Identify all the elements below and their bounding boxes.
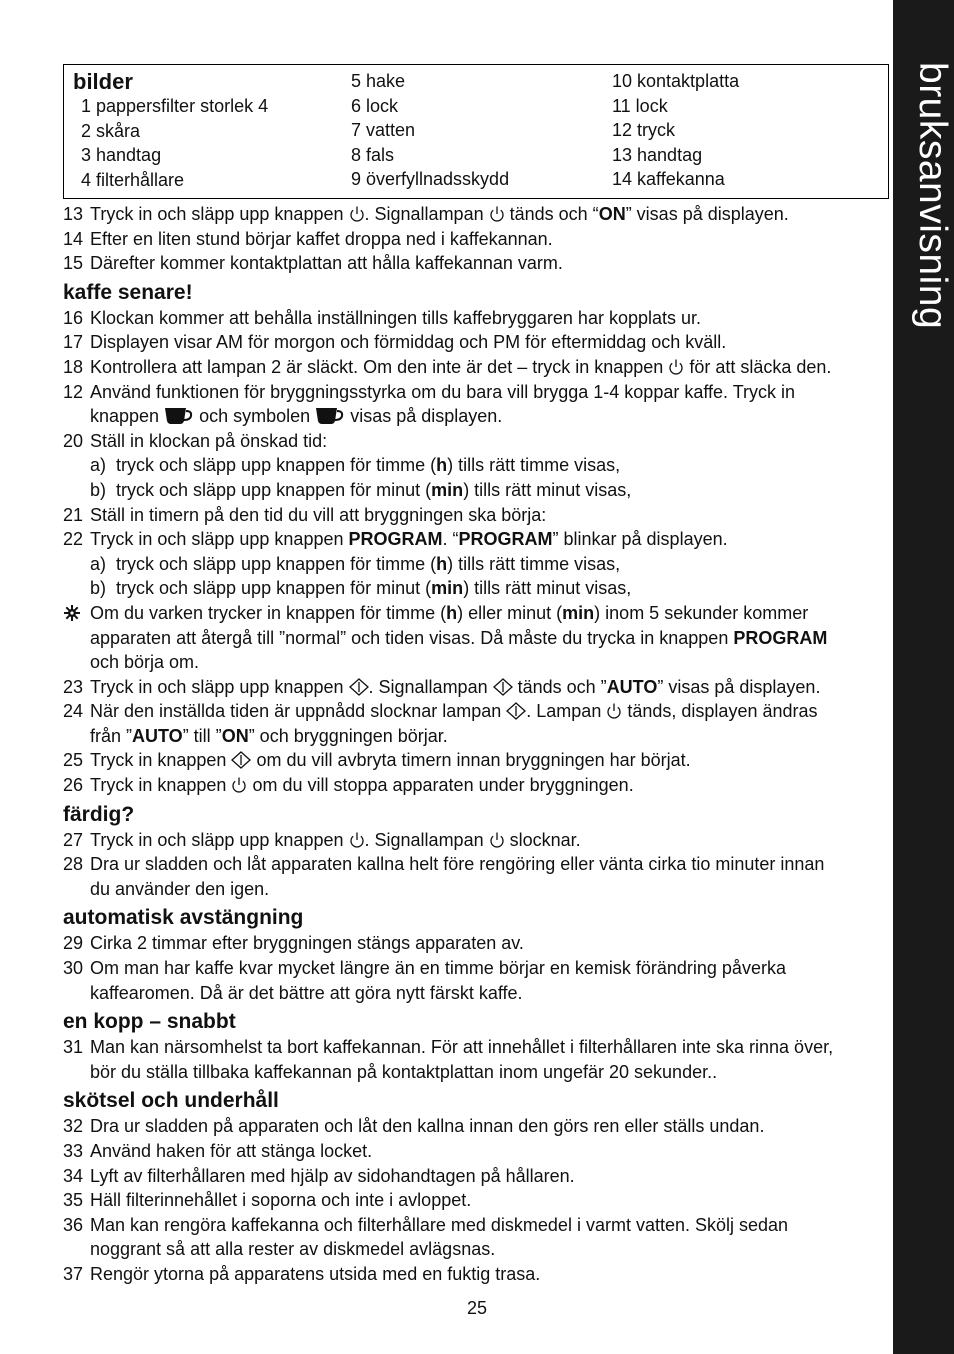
instructions [63, 202, 893, 1287]
step-17: 17 Displayen visar AM för morgon och förmiddag och PM för eftermiddag och kväll. [63, 330, 893, 355]
strength-cup-icon [315, 405, 345, 425]
step-number: 25 [63, 750, 84, 771]
part-item: 11 lock [612, 95, 668, 116]
step-28-cont: du använder den igen. [90, 878, 270, 899]
section-heading-auto-off: automatisk avstängning [63, 906, 304, 930]
part-item: 10 kontaktplatta [612, 71, 740, 91]
step-number: 35 [63, 1190, 84, 1211]
parts-col-1 [73, 69, 269, 192]
step-number: 14 [63, 228, 84, 249]
step-19: 12 Använd funktionen för bryggningsstyrka om du bara vill brygga 1-4 koppar kaffe. Tryck in [63, 380, 893, 405]
part-item: 4 filterhållare [81, 169, 185, 190]
clock-auto-icon [231, 751, 251, 769]
step-31: 31 Man kan närsomhelst ta bort kaffekannan. För att innehållet i filterhållaren inte ska rinna över, [63, 1035, 893, 1060]
part-item: 12 tryck [612, 120, 676, 141]
part-item: 8 fals [351, 144, 395, 165]
step-20a: a) tryck och släpp upp knappen för timme (h) tills rätt timme visas, [90, 455, 621, 476]
section-heading-care: skötsel och underhåll [63, 1089, 279, 1113]
step-36-cont: noggrant så att alla rester av diskmedel avlägsnas. [90, 1239, 496, 1260]
tip-cont: och börja om. [90, 652, 200, 673]
step-number: 17 [63, 332, 84, 353]
parts-col-2 [351, 69, 509, 192]
step-19-cont: knappen och symbolen visas på displayen. [90, 406, 503, 427]
section-heading-later: kaffe senare! [63, 280, 193, 304]
step-number: 22 [63, 529, 84, 550]
part-item: 14 kaffekanna [612, 169, 725, 190]
parts-col-3 [612, 69, 739, 192]
part-item: 7 vatten [351, 120, 416, 141]
step-number: 29 [63, 933, 84, 954]
power-icon [349, 205, 365, 223]
step-16: 16 Klockan kommer att behålla inställningen tills kaffebryggaren har kopplats ur. [63, 306, 893, 331]
step-number: 34 [63, 1165, 84, 1186]
step-36: 36 Man kan rengöra kaffekanna och filterhållare med diskmedel i varmt vatten. Skölj sedan [63, 1213, 893, 1238]
power-icon [668, 358, 684, 376]
tip-cont: apparaten att återgå till ”normal” och tiden visas. Då måste du trycka in knappen PROGRAM [90, 627, 828, 648]
step-number: 23 [63, 676, 84, 697]
clock-auto-icon [493, 678, 513, 696]
step-29: 29 Cirka 2 timmar efter bryggningen stängs apparaten av. [63, 931, 893, 956]
step-number: 31 [63, 1037, 84, 1058]
tip-star-icon [63, 604, 81, 622]
part-item: 1 pappersfilter storlek 4 [81, 96, 269, 116]
step-22b: b) tryck och släpp upp knappen för minut (min) tills rätt minut visas, [90, 578, 632, 599]
step-30-cont: kaffearomen. Då är det bättre att göra nytt färskt kaffe. [90, 982, 523, 1003]
step-24: 24 När den inställda tiden är uppnådd slocknar lampan . Lampan tänds, displayen ändras [63, 699, 893, 724]
step-37: 37 Rengör ytorna på apparatens utsida med en fuktig trasa. [63, 1262, 893, 1287]
step-number: 33 [63, 1141, 84, 1161]
step-number: 12 [63, 381, 84, 402]
step-27: 27 Tryck in och släpp upp knappen . Signallampan slocknar. [63, 828, 893, 853]
step-20: 20 Ställ in klockan på önskad tid: [63, 429, 893, 454]
parts-title: bilder [73, 69, 133, 94]
step-number: 36 [63, 1214, 84, 1235]
power-icon [489, 205, 505, 223]
part-item: 6 lock [351, 95, 399, 116]
step-number: 21 [63, 504, 84, 525]
parts-box [63, 64, 889, 199]
tip: Om du varken trycker in knappen för timme (h) eller minut (min) inom 5 sekunder kommer [63, 601, 893, 626]
clock-auto-icon [506, 702, 526, 720]
step-23: 23 Tryck in och släpp upp knappen . Signallampan tänds och ”AUTO” visas på displayen. [63, 675, 893, 700]
step-number: 26 [63, 775, 84, 796]
step-31-cont: bör du ställa tillbaka kaffekannan på kontaktplattan inom ungefär 20 sekunder.. [90, 1061, 718, 1082]
section-heading-cup: en kopp – snabbt [63, 1010, 236, 1034]
step-22: 22 Tryck in och släpp upp knappen PROGRAM. “PROGRAM” blinkar på displayen. [63, 527, 893, 552]
step-number: 16 [63, 307, 84, 328]
step-20b: b) tryck och släpp upp knappen för minut (min) tills rätt minut visas, [90, 479, 632, 500]
step-21: 21 Ställ in timern på den tid du vill att bryggningen ska börja: [63, 503, 893, 528]
step-number: 32 [63, 1116, 84, 1137]
power-icon [231, 776, 247, 794]
step-15: 15 Därefter kommer kontaktplattan att hålla kaffekannan varm. [63, 251, 893, 276]
step-number: 27 [63, 829, 84, 850]
step-number: 24 [63, 701, 84, 722]
step-34: 34 Lyft av filterhållaren med hjälp av sidohandtagen på hållaren. [63, 1164, 893, 1189]
clock-auto-icon [349, 678, 369, 696]
step-24-cont: från ”AUTO” till ”ON” och bryggningen börjar. [90, 725, 448, 746]
sidebar-title: bruksanvisning [911, 62, 954, 330]
part-item: 13 handtag [612, 144, 703, 165]
power-icon [349, 831, 365, 849]
sidebar-tab [893, 0, 954, 1354]
part-item: 5 hake [351, 71, 406, 91]
step-30: 30 Om man har kaffe kvar mycket längre än en timme börjar en kemisk förändring påverka [63, 956, 893, 981]
part-item: 3 handtag [81, 145, 162, 166]
power-icon [606, 702, 622, 720]
step-25: 25 Tryck in knappen om du vill avbryta timern innan bryggningen har börjat. [63, 748, 893, 773]
step-14: 14 Efter en liten stund börjar kaffet droppa ned i kaffekannan. [63, 227, 893, 252]
section-heading-done: färdig? [63, 802, 135, 826]
page-number: 25 [466, 1298, 488, 1318]
step-22a: a) tryck och släpp upp knappen för timme (h) tills rätt timme visas, [90, 553, 621, 574]
part-item: 2 skåra [81, 120, 141, 141]
step-number: 13 [63, 204, 84, 224]
step-18: 18 Kontrollera att lampan 2 är släckt. Om den inte är det – tryck in knappen för att släcka den. [63, 355, 893, 380]
step-26: 26 Tryck in knappen om du vill stoppa apparaten under bryggningen. [63, 773, 893, 798]
step-33: 33 Använd haken för att stänga locket. [63, 1139, 893, 1164]
strength-cup-icon [164, 405, 194, 425]
step-number: 15 [63, 253, 84, 274]
power-icon [489, 831, 505, 849]
step-number: 18 [63, 356, 84, 377]
part-item: 9 överfyllnadsskydd [351, 169, 510, 190]
step-32: 32 Dra ur sladden på apparaten och låt den kallna innan den görs ren eller ställs undan. [63, 1114, 893, 1139]
step-35: 35 Häll filterinnehållet i soporna och inte i avloppet. [63, 1188, 893, 1213]
step-number: 37 [63, 1263, 84, 1284]
step-28: 28 Dra ur sladden och låt apparaten kallna helt före rengöring eller vänta cirka tio minuter innan [63, 852, 893, 877]
step-number: 30 [63, 958, 84, 979]
step-13: 13 Tryck in och släpp upp knappen . Signallampan tänds och “ON” visas på displayen. [63, 202, 893, 227]
step-number: 28 [63, 854, 84, 875]
step-number: 20 [63, 430, 84, 451]
